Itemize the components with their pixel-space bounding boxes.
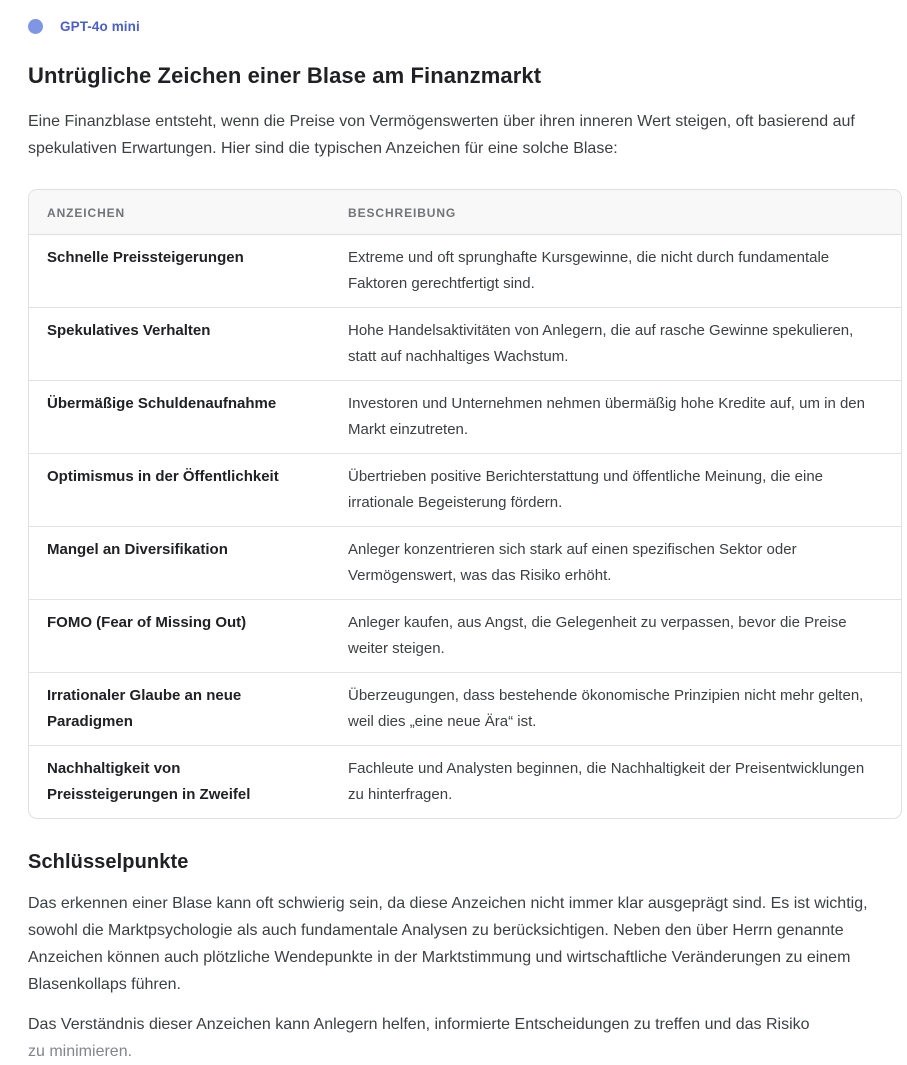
keypoints-paragraph-1: Das erkennen einer Blase kann oft schwierig sein, da diese Anzeichen nicht immer klar ausgeprägt sind. Es ist wichtig, sowohl die Marktpsychologie als auch fundamentale Analysen zu berücksichtigen. Neben den über Herrn genannte Anzeichen können auch plötzliche Wendepunkte in der Marktstimmung und wirtschaftliche Veränderungen zu einem Blasenkollaps führen. bbox=[28, 895, 868, 993]
table-row bbox=[29, 380, 901, 453]
table-row bbox=[29, 526, 901, 599]
table-row bbox=[29, 745, 901, 818]
table-row bbox=[29, 672, 901, 745]
page-title: Untrügliche Zeichen einer Blase am Finanzmarkt bbox=[28, 63, 542, 88]
model-row bbox=[28, 18, 902, 34]
sign-cell: Mangel an Diversifikation bbox=[29, 526, 348, 599]
table-row bbox=[29, 307, 901, 380]
sign-cell: Optimismus in der Öffentlichkeit bbox=[29, 453, 348, 526]
sign-cell: FOMO (Fear of Missing Out) bbox=[29, 599, 348, 672]
table-header-row bbox=[29, 190, 901, 235]
sign-cell: Irrationaler Glaube an neue Paradigmen bbox=[29, 672, 348, 745]
description-cell: Überzeugungen, dass bestehende ökonomische Prinzipien nicht mehr gelten, weil dies „eine neue Ära“ ist. bbox=[348, 672, 901, 745]
description-cell: Investoren und Unternehmen nehmen übermäßig hohe Kredite auf, um in den Markt einzutreten. bbox=[348, 380, 901, 453]
sign-cell: Übermäßige Schuldenaufnahme bbox=[29, 380, 348, 453]
table-row bbox=[29, 599, 901, 672]
keypoints-paragraph-2-main: Das Verständnis dieser Anzeichen kann Anlegern helfen, informierte Entscheidungen zu treffen und das Risiko bbox=[28, 1016, 810, 1033]
signs-table-card bbox=[28, 189, 902, 819]
chat-response bbox=[28, 0, 902, 1065]
description-cell: Fachleute und Analysten beginnen, die Nachhaltigkeit der Preisentwicklungen zu hinterfragen. bbox=[348, 745, 901, 818]
signs-table bbox=[29, 190, 901, 818]
sign-cell: Spekulatives Verhalten bbox=[29, 307, 348, 380]
model-avatar-icon bbox=[28, 19, 43, 34]
description-cell: Anleger konzentrieren sich stark auf einen spezifischen Sektor oder Vermögenswert, was das Risiko erhöht. bbox=[348, 526, 901, 599]
keypoints-paragraph-2-faded: zu minimieren. bbox=[28, 1043, 133, 1060]
column-header-beschreibung: BESCHREIBUNG bbox=[348, 190, 901, 235]
model-name-label: GPT-4o mini bbox=[60, 18, 140, 34]
description-cell: Übertrieben positive Berichterstattung und öffentliche Meinung, die eine irrationale Begeisterung fördern. bbox=[348, 453, 901, 526]
section-heading-schluesselpunkte: Schlüsselpunkte bbox=[28, 851, 189, 873]
sign-cell: Nachhaltigkeit von Preissteigerungen in Zweifel bbox=[29, 745, 348, 818]
column-header-anzeichen: ANZEICHEN bbox=[29, 190, 348, 235]
table-row bbox=[29, 453, 901, 526]
keypoints-paragraph-2 bbox=[28, 1011, 894, 1065]
table-row bbox=[29, 235, 901, 307]
description-cell: Anleger kaufen, aus Angst, die Gelegenheit zu verpassen, bevor die Preise weiter steigen. bbox=[348, 599, 901, 672]
intro-paragraph: Eine Finanzblase entsteht, wenn die Preise von Vermögenswerten über ihren inneren Wert steigen, oft basierend auf spekulativen Erwartungen. Hier sind die typischen Anzeichen für eine solche Blase: bbox=[28, 113, 855, 157]
description-cell: Extreme und oft sprunghafte Kursgewinne, die nicht durch fundamentale Faktoren gerechtfertigt sind. bbox=[348, 249, 830, 292]
description-cell: Hohe Handelsaktivitäten von Anlegern, die auf rasche Gewinne spekulieren, statt auf nachhaltiges Wachstum. bbox=[348, 307, 901, 380]
sign-cell: Schnelle Preissteigerungen bbox=[47, 249, 244, 266]
